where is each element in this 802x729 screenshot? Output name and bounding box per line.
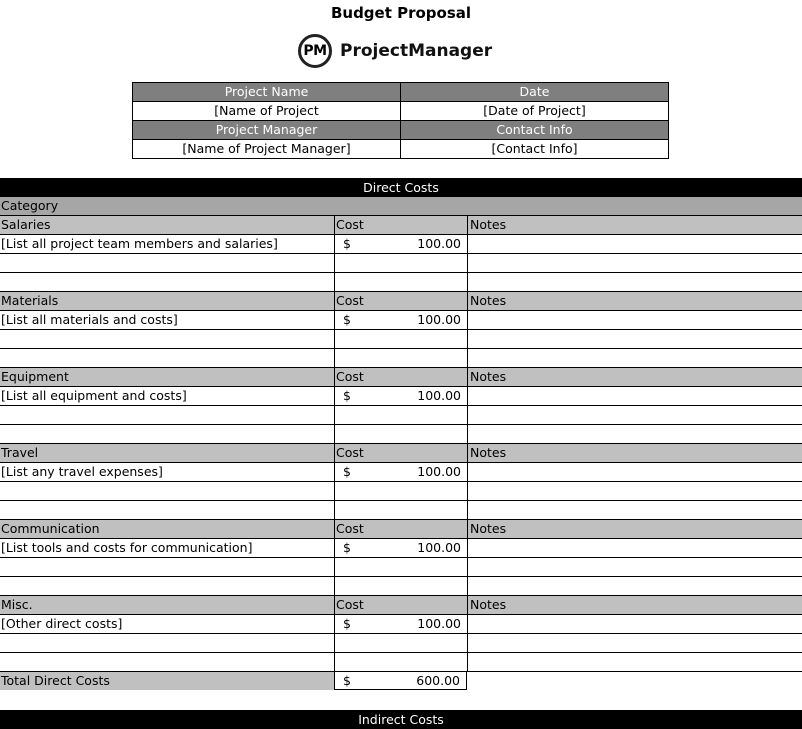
- section-category-name[interactable]: Communication: [1, 521, 100, 536]
- section-cost-label[interactable]: Cost: [334, 368, 467, 386]
- section-cost-amount: 100.00: [417, 312, 461, 327]
- section-notes-label[interactable]: Notes: [467, 368, 802, 386]
- table-row: [0, 425, 802, 444]
- total-direct-costs-cell[interactable]: [334, 672, 467, 690]
- section-cost-label[interactable]: Cost: [334, 520, 467, 538]
- section-cost-amount: 100.00: [417, 388, 461, 403]
- section-cost-label[interactable]: Cost: [334, 444, 467, 462]
- project-name-cell[interactable]: [Name of Project: [133, 102, 401, 121]
- section-header-row: [0, 368, 802, 387]
- cost-sections: [0, 216, 802, 672]
- empty-cost-cell[interactable]: [334, 501, 467, 519]
- section-category-name[interactable]: Materials: [1, 293, 59, 308]
- currency-symbol: $: [343, 312, 351, 327]
- table-row: [0, 577, 802, 596]
- table-row: [0, 254, 802, 273]
- empty-item-cell[interactable]: [0, 273, 334, 291]
- empty-item-cell[interactable]: [0, 406, 334, 424]
- empty-notes-cell[interactable]: [467, 558, 802, 576]
- section-notes-label[interactable]: Notes: [467, 596, 802, 614]
- table-row: [0, 634, 802, 653]
- section-notes-label[interactable]: Notes: [467, 292, 802, 310]
- section-notes-label[interactable]: Notes: [467, 520, 802, 538]
- project-info-table: [132, 82, 669, 159]
- section-notes-label[interactable]: Notes: [467, 216, 802, 234]
- section-cost-amount: 100.00: [417, 540, 461, 555]
- section-category-name[interactable]: Travel: [1, 445, 39, 460]
- date-label[interactable]: Date: [401, 83, 669, 102]
- section-notes-cell[interactable]: [467, 235, 802, 253]
- empty-cost-cell[interactable]: [334, 349, 467, 367]
- section-cost-amount: 100.00: [417, 464, 461, 479]
- currency-symbol: $: [343, 673, 351, 688]
- page-title: Budget Proposal: [330, 4, 472, 22]
- section-category-name[interactable]: Equipment: [1, 369, 69, 384]
- empty-notes-cell[interactable]: [467, 254, 802, 272]
- empty-cost-cell[interactable]: [334, 406, 467, 424]
- total-direct-costs-amount: 600.00: [416, 673, 460, 688]
- contact-info-label[interactable]: Contact Info: [401, 121, 669, 140]
- table-row: [0, 387, 802, 406]
- empty-notes-cell[interactable]: [467, 330, 802, 348]
- empty-notes-cell[interactable]: [467, 425, 802, 443]
- section-item-cell[interactable]: [List all equipment and costs]: [1, 388, 187, 403]
- section-cost-label[interactable]: Cost: [334, 216, 467, 234]
- total-direct-costs-label[interactable]: Total Direct Costs: [0, 672, 334, 690]
- projectmanager-logo: [298, 32, 492, 70]
- empty-notes-cell[interactable]: [467, 501, 802, 519]
- table-row: [0, 463, 802, 482]
- category-header-row: [0, 197, 802, 216]
- currency-symbol: $: [343, 616, 351, 631]
- empty-item-cell[interactable]: [0, 349, 334, 367]
- empty-cost-cell[interactable]: [334, 653, 467, 671]
- section-header-row: [0, 520, 802, 539]
- empty-notes-cell[interactable]: [467, 349, 802, 367]
- empty-cost-cell[interactable]: [334, 330, 467, 348]
- empty-item-cell[interactable]: [0, 330, 334, 348]
- empty-notes-cell[interactable]: [467, 634, 802, 652]
- section-item-cell[interactable]: [Other direct costs]: [1, 616, 123, 631]
- empty-cost-cell[interactable]: [334, 425, 467, 443]
- table-row: [0, 539, 802, 558]
- empty-cost-cell[interactable]: [334, 273, 467, 291]
- table-row: [0, 615, 802, 634]
- table-row: [0, 406, 802, 425]
- table-row: [0, 501, 802, 520]
- currency-symbol: $: [343, 388, 351, 403]
- project-manager-label[interactable]: Project Manager: [133, 121, 401, 140]
- empty-item-cell[interactable]: [0, 577, 334, 595]
- empty-notes-cell[interactable]: [467, 482, 802, 500]
- contact-info-cell[interactable]: [Contact Info]: [401, 140, 669, 159]
- section-notes-label[interactable]: Notes: [467, 444, 802, 462]
- section-category-name[interactable]: Misc.: [1, 597, 33, 612]
- section-cost-amount: 100.00: [417, 616, 461, 631]
- empty-cost-cell[interactable]: [334, 558, 467, 576]
- section-category-name[interactable]: Salaries: [1, 217, 51, 232]
- section-cost-cell[interactable]: [334, 463, 467, 481]
- category-label[interactable]: Category: [1, 198, 59, 213]
- table-row: [0, 311, 802, 330]
- section-cost-amount: 100.00: [417, 236, 461, 251]
- total-direct-costs-row: [0, 672, 802, 691]
- empty-notes-cell[interactable]: [467, 273, 802, 291]
- direct-costs-header[interactable]: Direct Costs: [0, 178, 802, 197]
- section-item-cell[interactable]: [List tools and costs for communication]: [1, 540, 253, 555]
- section-notes-cell[interactable]: [467, 387, 802, 405]
- date-cell[interactable]: [Date of Project]: [401, 102, 669, 121]
- table-row: [0, 330, 802, 349]
- section-item-cell[interactable]: [List all materials and costs]: [1, 312, 178, 327]
- section-cost-cell[interactable]: [334, 387, 467, 405]
- indirect-costs-header[interactable]: Indirect Costs: [0, 710, 802, 729]
- section-item-cell[interactable]: [List all project team members and salaries]: [1, 236, 278, 251]
- empty-notes-cell[interactable]: [467, 406, 802, 424]
- empty-cost-cell[interactable]: [334, 634, 467, 652]
- empty-item-cell[interactable]: [0, 558, 334, 576]
- pm-logo-icon: PM: [298, 34, 332, 68]
- table-row: [0, 235, 802, 254]
- table-row: [0, 349, 802, 368]
- table-row: [0, 482, 802, 501]
- empty-cost-cell[interactable]: [334, 577, 467, 595]
- table-row: [0, 558, 802, 577]
- section-notes-cell[interactable]: [467, 615, 802, 633]
- section-cost-cell[interactable]: [334, 615, 467, 633]
- section-header-row: [0, 292, 802, 311]
- empty-cost-cell[interactable]: [334, 482, 467, 500]
- section-cost-label[interactable]: Cost: [334, 292, 467, 310]
- empty-item-cell[interactable]: [0, 425, 334, 443]
- project-manager-cell[interactable]: [Name of Project Manager]: [133, 140, 401, 159]
- section-cost-cell[interactable]: [334, 539, 467, 557]
- empty-item-cell[interactable]: [0, 501, 334, 519]
- empty-item-cell[interactable]: [0, 653, 334, 671]
- section-header-row: [0, 216, 802, 235]
- section-cost-cell[interactable]: [334, 311, 467, 329]
- empty-cost-cell[interactable]: [334, 254, 467, 272]
- currency-symbol: $: [343, 540, 351, 555]
- section-notes-cell[interactable]: [467, 539, 802, 557]
- section-notes-cell[interactable]: [467, 311, 802, 329]
- table-row: [0, 653, 802, 672]
- section-cost-cell[interactable]: [334, 235, 467, 253]
- table-row: [0, 273, 802, 292]
- currency-symbol: $: [343, 464, 351, 479]
- empty-item-cell[interactable]: [0, 482, 334, 500]
- section-header-row: [0, 596, 802, 615]
- empty-item-cell[interactable]: [0, 634, 334, 652]
- empty-item-cell[interactable]: [0, 254, 334, 272]
- section-notes-cell[interactable]: [467, 463, 802, 481]
- empty-notes-cell[interactable]: [467, 577, 802, 595]
- logo-text: ProjectManager: [340, 41, 493, 61]
- empty-notes-cell[interactable]: [467, 653, 802, 671]
- section-item-cell[interactable]: [List any travel expenses]: [1, 464, 163, 479]
- currency-symbol: $: [343, 236, 351, 251]
- section-header-row: [0, 444, 802, 463]
- project-name-label[interactable]: Project Name: [133, 83, 401, 102]
- direct-costs-sheet: [0, 178, 802, 691]
- section-cost-label[interactable]: Cost: [334, 596, 467, 614]
